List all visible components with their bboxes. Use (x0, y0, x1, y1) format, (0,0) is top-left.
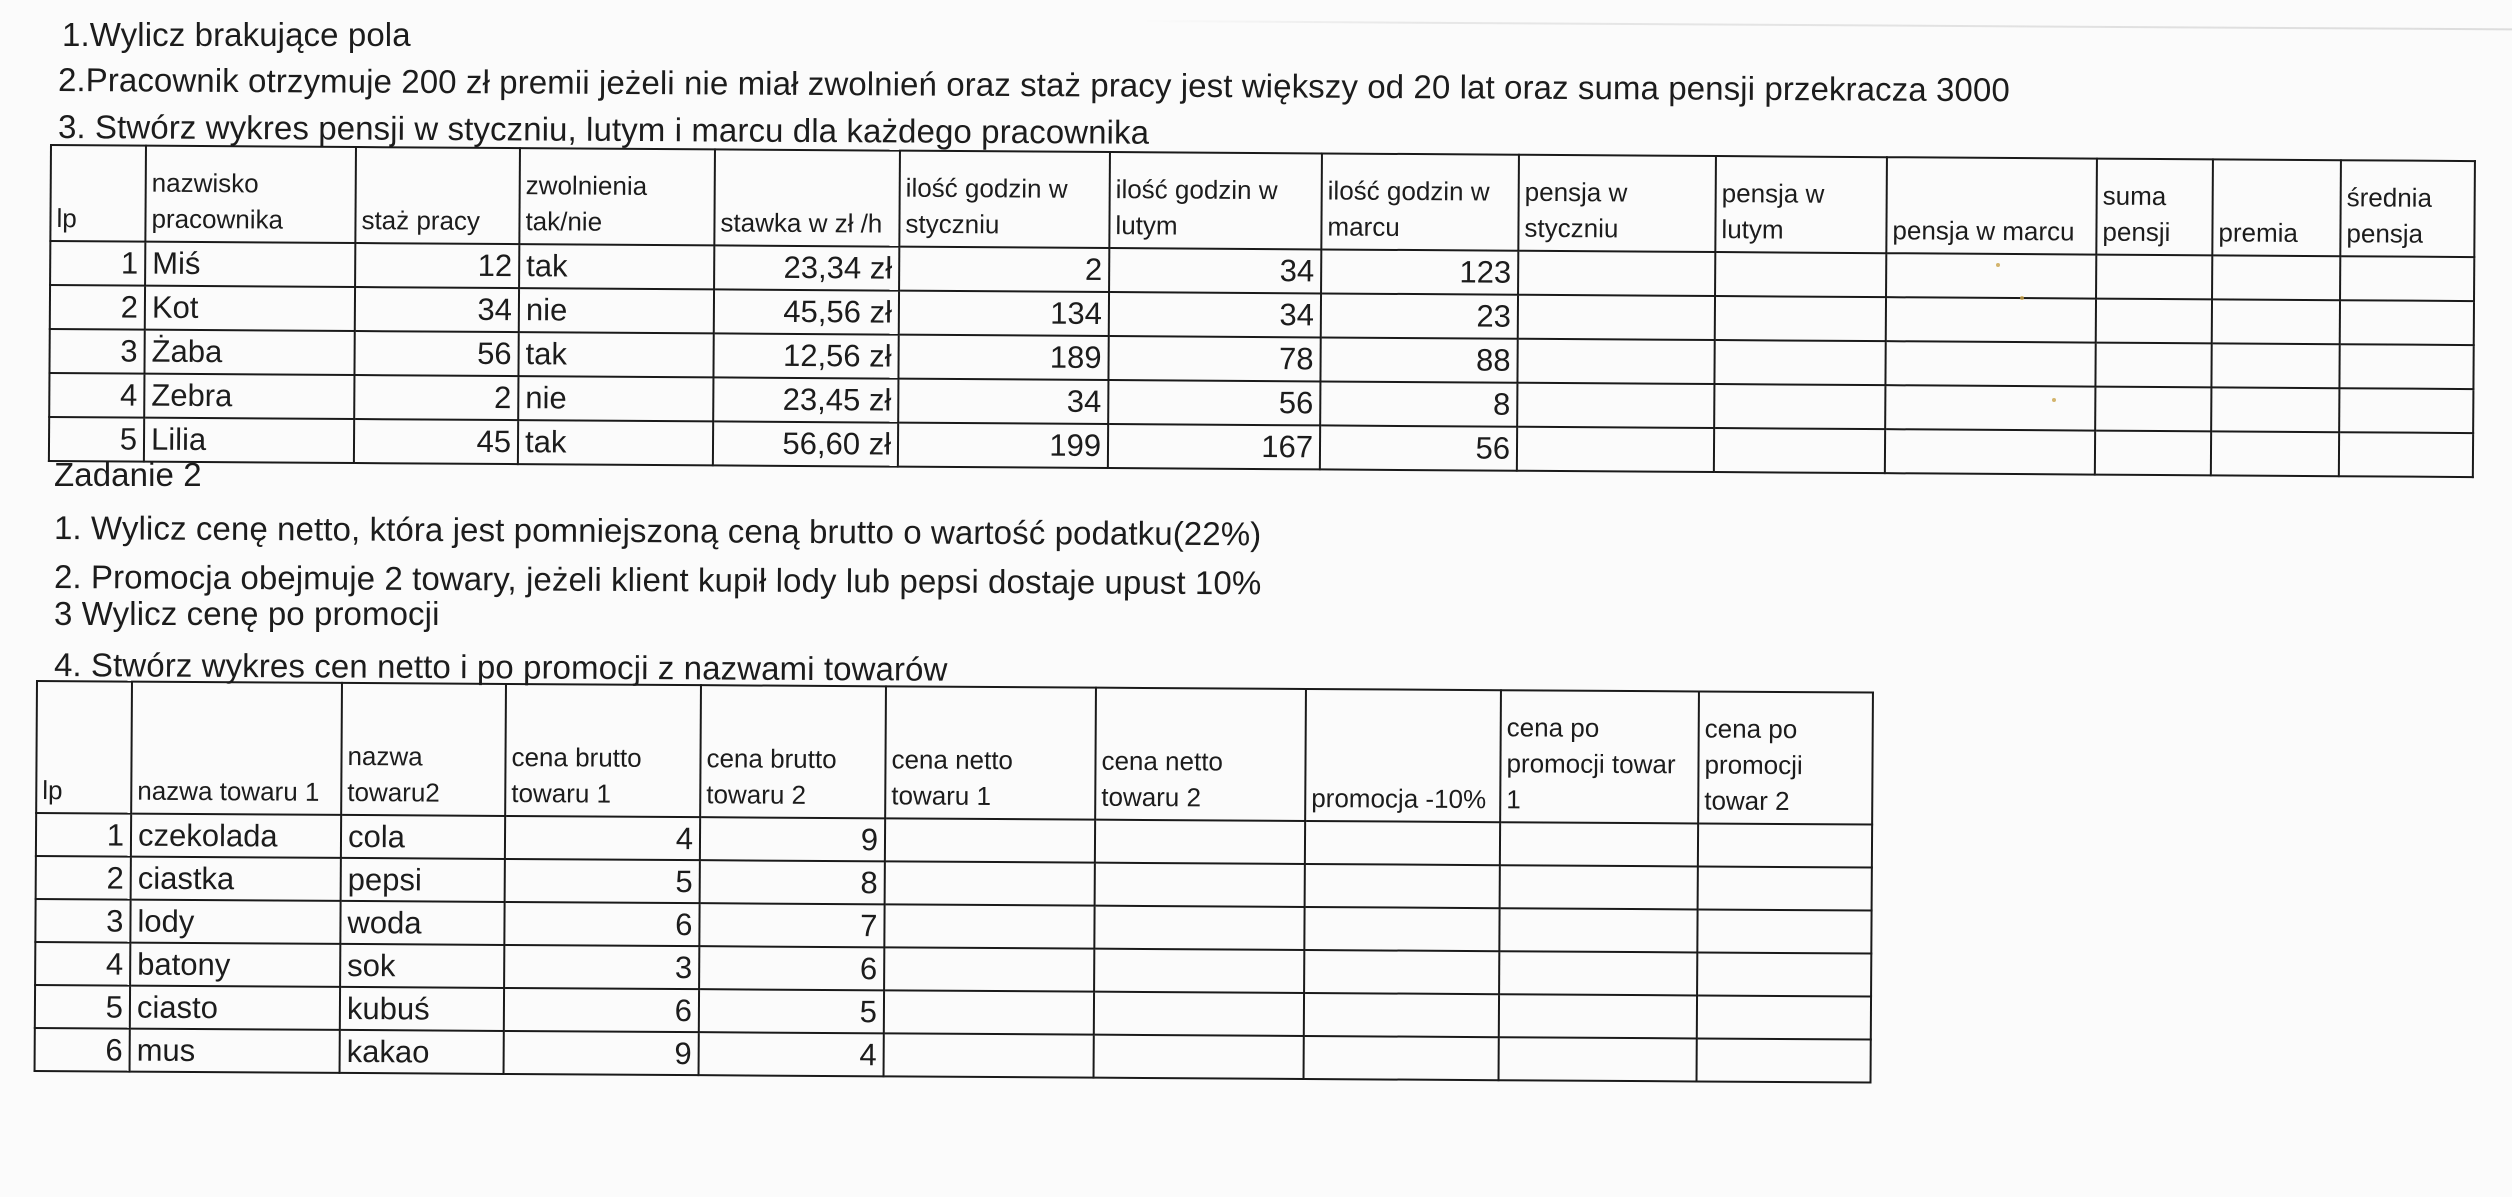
employee-table-header-cell: ilość godzin w styczniu (899, 151, 1110, 248)
product-table-cell[interactable] (1094, 906, 1304, 950)
employee-table-cell[interactable]: 56 (1108, 380, 1320, 425)
task1-line-3: 3. Stwórz wykres pensji w styczniu, lutym i marcu dla każdego pracownika (57, 108, 1150, 151)
employee-table-cell[interactable]: 56,60 zł (713, 421, 898, 466)
product-table-cell[interactable]: 9 (700, 817, 885, 861)
employee-table-cell[interactable]: 12 (355, 243, 519, 288)
employee-table-cell[interactable]: 5 (49, 417, 144, 462)
employee-table-cell[interactable] (1517, 427, 1714, 472)
paper-speck (1996, 263, 2000, 267)
employee-table-cell[interactable] (2211, 431, 2339, 476)
product-table-cell[interactable] (1697, 952, 1871, 996)
employee-table-cell[interactable]: 45,56 zł (714, 289, 899, 334)
employee-table-cell[interactable]: 34 (898, 379, 1108, 424)
employee-table-cell[interactable] (2095, 431, 2211, 476)
product-table-cell[interactable] (1499, 951, 1697, 995)
employee-table-cell[interactable]: Miś (145, 242, 355, 287)
product-table-cell[interactable]: 7 (699, 903, 884, 947)
employee-table-header-cell: suma pensji (2096, 159, 2213, 256)
employee-table-header-cell: staż pracy (355, 147, 520, 244)
product-table-cell[interactable]: kakao (340, 1030, 504, 1074)
product-table-header-cell: promocja -10% (1305, 689, 1501, 822)
employee-table-cell[interactable] (1517, 383, 1714, 428)
product-table-cell[interactable] (885, 861, 1095, 905)
employee-table-cell[interactable] (2212, 299, 2340, 344)
employee-table-cell[interactable] (2095, 343, 2211, 388)
employee-table-cell[interactable] (1885, 429, 2095, 474)
product-table-header-row (36, 681, 1873, 825)
employee-table-cell[interactable] (1714, 428, 1885, 473)
product-table-cell[interactable]: czekolada (131, 814, 341, 858)
employee-table-cell[interactable]: tak (518, 332, 713, 377)
product-table-cell[interactable]: 6 (504, 902, 699, 946)
product-table-cell[interactable]: mus (130, 1029, 340, 1073)
product-table-cell[interactable] (884, 990, 1094, 1034)
product-table-cell[interactable]: woda (340, 901, 504, 945)
product-table-cell[interactable]: kubuś (340, 987, 504, 1031)
employee-table-cell[interactable]: 56 (354, 331, 518, 376)
employee-table-cell[interactable] (1714, 340, 1885, 385)
product-table-cell[interactable] (1304, 1036, 1499, 1080)
employee-table-header-cell: nazwisko pracownika (145, 146, 356, 243)
scan-edge-shadow (1140, 20, 2512, 30)
product-table-cell[interactable] (1500, 822, 1698, 866)
employee-table-cell[interactable]: Zebra (144, 374, 354, 419)
product-table-cell[interactable]: batony (130, 943, 340, 987)
product-table-cell[interactable] (884, 904, 1094, 948)
product-table-cell[interactable] (1094, 949, 1304, 993)
employee-table-cell[interactable]: 2 (899, 247, 1109, 292)
task2-title: Zadanie 2 (54, 456, 202, 493)
product-table-header-cell: cena netto towaru 2 (1095, 688, 1306, 821)
employee-table-cell[interactable]: 78 (1108, 336, 1320, 381)
employee-table-cell[interactable] (2095, 387, 2211, 432)
product-table-cell[interactable]: 6 (699, 946, 884, 990)
product-table-cell[interactable] (1698, 866, 1872, 910)
employee-table-cell[interactable]: 34 (1109, 248, 1321, 293)
employee-table-cell[interactable]: Lilia (144, 418, 354, 463)
product-table-header-cell: cena brutto towaru 1 (505, 684, 701, 817)
employee-table-cell[interactable]: 3 (49, 329, 144, 374)
product-table-cell[interactable]: lody (130, 900, 340, 944)
employee-table-cell[interactable] (1715, 296, 1886, 341)
employee-table-header-cell: stawka w zł /h (714, 149, 900, 246)
product-table-cell[interactable]: 5 (505, 859, 700, 903)
product-table-header-cell: nazwa towaru2 (341, 683, 506, 816)
product-table-cell[interactable] (1499, 994, 1697, 1038)
employee-salary-table (48, 144, 2476, 478)
product-table-cell[interactable]: 9 (504, 1031, 699, 1075)
product-table-cell[interactable] (885, 818, 1095, 862)
product-table-header-cell: lp (36, 681, 132, 814)
employee-table-cell[interactable] (2096, 299, 2212, 344)
product-table-cell[interactable]: 8 (700, 860, 885, 904)
employee-table-cell[interactable]: 2 (354, 375, 518, 420)
employee-table-header-cell: zwolnienia tak/nie (519, 148, 715, 245)
task2-line-2: 2. Promocja obejmuje 2 towary, jeżeli klient kupił lody lub pepsi dostaje upust 10% (53, 558, 1262, 602)
task2-line-1: 1. Wylicz cenę netto, która jest pomniejszoną ceną brutto o wartość podatku(22%) (53, 509, 1262, 553)
employee-table-cell[interactable]: tak (519, 244, 714, 289)
employee-table-header-cell: średnia pensja (2340, 160, 2475, 257)
product-table-cell[interactable] (1094, 1035, 1304, 1079)
employee-table-cell[interactable]: nie (518, 376, 713, 421)
paper-speck (2020, 296, 2024, 300)
employee-table-cell[interactable]: 23,45 zł (713, 377, 898, 422)
employee-table-cell[interactable]: 1 (50, 241, 145, 286)
employee-table-header-cell: ilość godzin w lutym (1109, 152, 1322, 249)
product-price-table (34, 680, 1874, 1084)
employee-table-header-cell: pensja w marcu (1886, 157, 2097, 254)
product-table-cell[interactable]: pepsi (341, 858, 505, 902)
employee-table-cell[interactable]: 199 (898, 423, 1108, 468)
product-table-cell[interactable] (1304, 907, 1499, 951)
product-table-cell[interactable] (1095, 820, 1305, 864)
product-table-cell[interactable] (1304, 993, 1499, 1037)
employee-table-cell[interactable]: 88 (1320, 337, 1517, 382)
employee-table-cell[interactable]: 8 (1320, 381, 1517, 426)
product-table-cell[interactable]: 4 (505, 816, 700, 860)
product-table-header-cell: cena po promocji towar 1 (1500, 690, 1699, 823)
product-table-cell[interactable]: 5 (35, 985, 130, 1029)
employee-table-cell[interactable] (1714, 384, 1885, 429)
employee-table-cell[interactable]: 23,34 zł (714, 245, 899, 290)
product-table-cell[interactable]: ciasto (130, 986, 340, 1030)
employee-table-cell[interactable] (1517, 339, 1714, 384)
product-table-cell[interactable]: cola (341, 815, 505, 859)
employee-table-cell[interactable]: 167 (1108, 424, 1320, 469)
product-table-header-cell: cena brutto towaru 2 (700, 685, 886, 818)
product-table-cell[interactable] (1697, 909, 1871, 953)
product-table-cell[interactable]: 2 (36, 856, 131, 900)
employee-table-header-row (50, 145, 2475, 257)
product-table-cell[interactable]: 3 (35, 899, 130, 943)
product-table-cell[interactable] (884, 947, 1094, 991)
product-table-cell[interactable]: 4 (699, 1032, 884, 1076)
employee-table-cell[interactable]: nie (519, 288, 714, 333)
product-table-cell[interactable] (1095, 863, 1305, 907)
product-table-cell[interactable] (1094, 992, 1304, 1036)
product-table-cell[interactable]: 6 (504, 988, 699, 1032)
employee-table-cell[interactable] (2211, 343, 2339, 388)
product-table-header-cell: nazwa towaru 1 (131, 682, 342, 815)
employee-table-cell[interactable] (2211, 387, 2339, 432)
product-table-cell[interactable]: ciastka (131, 857, 341, 901)
employee-table-cell[interactable] (1518, 295, 1715, 340)
employee-table-header-cell: pensja w styczniu (1518, 155, 1716, 252)
task2-line-3: 3 Wylicz cenę po promocji (54, 595, 440, 632)
employee-table-header-cell: lp (50, 145, 146, 242)
task1-line-2: 2.Pracownik otrzymuje 200 zł premii jeżeli nie miał zwolnień oraz staż pracy jest większy od 20 lat oraz suma pensji przekracza 3000 (57, 61, 2010, 109)
product-table-cell[interactable] (1499, 908, 1697, 952)
employee-table-cell[interactable] (2340, 256, 2474, 301)
employee-table-cell[interactable] (2340, 300, 2474, 345)
employee-table-cell[interactable]: Kot (145, 286, 355, 331)
product-table-header-cell: cena po promocji towar 2 (1698, 691, 1873, 824)
product-table-cell[interactable]: 6 (35, 1028, 130, 1072)
employee-table-cell[interactable] (2212, 255, 2340, 300)
product-table-cell[interactable] (1698, 823, 1872, 867)
employee-table-cell[interactable]: 34 (1109, 292, 1321, 337)
employee-table-cell[interactable] (1886, 253, 2096, 298)
product-table-cell[interactable]: 5 (699, 989, 884, 1033)
employee-table-cell[interactable] (1886, 297, 2096, 342)
product-table-cell[interactable] (1500, 865, 1698, 909)
product-table-cell[interactable] (1305, 864, 1500, 908)
employee-table-header-cell: ilość godzin w marcu (1321, 153, 1519, 250)
product-table-header-cell: cena netto towaru 1 (885, 686, 1096, 819)
employee-table-cell[interactable] (2339, 388, 2473, 433)
employee-table-cell[interactable]: 56 (1320, 425, 1517, 470)
employee-table-cell[interactable]: 12,56 zł (713, 333, 898, 378)
task2-line-4: 4. Stwórz wykres cen netto i po promocji z nazwami towarów (53, 646, 948, 688)
employee-table-cell[interactable]: 4 (49, 373, 144, 418)
employee-table-cell[interactable]: 23 (1321, 293, 1518, 338)
employee-table-header-cell: premia (2212, 159, 2341, 256)
product-table-cell[interactable]: 3 (504, 945, 699, 989)
employee-table-cell[interactable]: 123 (1321, 249, 1518, 294)
product-table-cell[interactable]: 1 (36, 813, 131, 857)
employee-table-cell[interactable] (1885, 341, 2095, 386)
employee-table-cell[interactable] (2339, 432, 2473, 477)
product-table-cell[interactable] (1304, 950, 1499, 994)
employee-table-header-cell: pensja w lutym (1715, 156, 1887, 253)
employee-table-cell[interactable] (1518, 251, 1715, 296)
product-table-cell[interactable] (1499, 1037, 1697, 1081)
employee-table-cell[interactable]: 34 (355, 287, 519, 332)
employee-table-cell[interactable]: 189 (898, 335, 1108, 380)
product-table-cell[interactable] (1697, 1038, 1871, 1082)
task1-line-1: 1.Wylicz brakujące pola (62, 16, 411, 53)
product-table-cell[interactable]: sok (340, 944, 504, 988)
product-table-cell[interactable] (1305, 821, 1500, 865)
product-table-cell[interactable] (884, 1033, 1094, 1077)
employee-table-cell[interactable]: 134 (899, 291, 1109, 336)
employee-table-cell[interactable]: Żaba (144, 330, 354, 375)
employee-table-cell[interactable] (2339, 344, 2473, 389)
product-table-cell[interactable]: 4 (35, 942, 130, 986)
employee-table-cell[interactable]: 45 (354, 419, 518, 464)
employee-table-cell[interactable]: 2 (50, 285, 145, 330)
paper-speck (2052, 398, 2056, 402)
product-table-cell[interactable] (1697, 995, 1871, 1039)
employee-table-cell[interactable] (2096, 255, 2212, 300)
employee-table-cell[interactable]: tak (518, 420, 713, 465)
employee-table-cell[interactable] (1885, 385, 2095, 430)
employee-table-cell[interactable] (1715, 252, 1886, 297)
